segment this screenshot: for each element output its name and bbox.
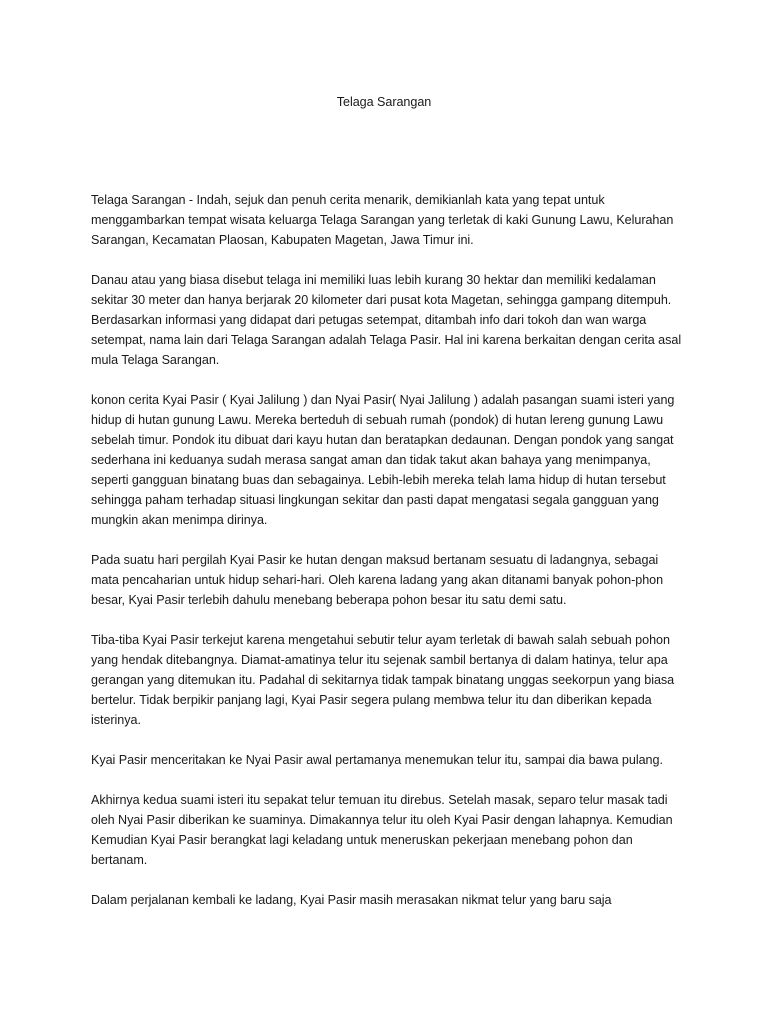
paragraph-egg-found: Tiba-tiba Kyai Pasir terkejut karena mengetahui sebutir telur ayam terletak di bawah salah sebuah pohon yang hendak ditebangnya. Diamat-amatinya telur itu sejenak sambil bertanya di dalam hatinya, telur apa gerangan yang ditemukan itu. Padahal di sekitarnya tidak tampak binatang unggas seekorpun yang biasa bertelur. Tidak berpikir panjang lagi, Kyai Pasir segera pulang membwa telur itu dan diberikan kepada isterinya. (91, 633, 675, 727)
paragraph-other-name: Berdasarkan informasi yang didapat dari petugas setempat, ditambah info dari tokoh dan wan warga setempat, nama lain dari Telaga Sarangan adalah Telaga Pasir. Hal ini karena berkaitan dengan cerita asal mula Telaga Sarangan. (91, 313, 682, 367)
paragraph-story-told: Kyai Pasir menceritakan ke Nyai Pasir awal pertamanya menemukan telur itu, sampai dia bawa pulang. (91, 753, 663, 767)
paragraph-gap (91, 730, 683, 750)
document-title: Telaga Sarangan (336, 95, 432, 109)
paragraph-gap (91, 610, 683, 630)
paragraph-forest: Pada suatu hari pergilah Kyai Pasir ke hutan dengan maksud bertanam sesuatu di ladangnya, sebagai mata pencaharian untuk hidup sehari-hari. Oleh karena ladang yang akan ditanami banyak pohon-phon besar, Kyai Pasir terlebih dahulu menebang beberapa pohon besar itu satu demi satu. (91, 553, 664, 607)
paragraph-gap (91, 370, 683, 390)
paragraph-egg-cooked: Akhirnya kedua suami isteri itu sepakat telur temuan itu direbus. Setelah masak, separo telur masak tadi oleh Nyai Pasir diberikan ke suaminya. Dimakannya telur itu oleh Kyai Pasir dengan lahapnya. Kemudian Kemudian Kyai Pasir berangkat lagi keladang untuk meneruskan pekerjaan menebang pohon dan bertanam. (91, 793, 673, 867)
paragraph-legend: konon cerita Kyai Pasir ( Kyai Jalilung ) dan Nyai Pasir( Nyai Jalilung ) adalah pasangan suami isteri yang hidup di hutan gunung Lawu. Mereka berteduh di sebuah rumah (pondok) di hutan lereng gunung Lawu sebelah timur. Pondok itu dibuat dari kayu hutan dan beratapkan dedaunan. Dengan pondok yang sangat sederhana ini keduanya sudah merasa sangat aman dan tidak takut akan bahaya yang menimpanya, seperti gangguan binatang buas dan sebagainya. Lebih-lebih mereka telah lama hidup di hutan tersebut sehingga paham terhadap situasi lingkungan sekitar dan pasti dapat mengatasi segala gangguan yang mungkin akan menimpa dirinya. (91, 393, 675, 527)
paragraph-gap (91, 250, 683, 270)
paragraph-return: Dalam perjalanan kembali ke ladang, Kyai Pasir masih merasakan nikmat telur yang baru saja (91, 893, 612, 907)
paragraph-gap (91, 530, 683, 550)
document-body (91, 190, 683, 910)
paragraph-lake-size: Danau atau yang biasa disebut telaga ini memiliki luas lebih kurang 30 hektar dan memiliki kedalaman sekitar 30 meter dan hanya berjarak 20 kilometer dari pusat kota Magetan, sehingga gampang ditempuh. (91, 273, 672, 307)
paragraph-gap (91, 870, 683, 890)
paragraph-gap (91, 770, 683, 790)
paragraph-intro: Telaga Sarangan - Indah, sejuk dan penuh cerita menarik, demikianlah kata yang tepat untuk menggambarkan tempat wisata keluarga Telaga Sarangan yang terletak di kaki Gunung Lawu, Kelurahan Sarangan, Kecamatan Plaosan, Kabupaten Magetan, Jawa Timur ini. (91, 193, 674, 247)
